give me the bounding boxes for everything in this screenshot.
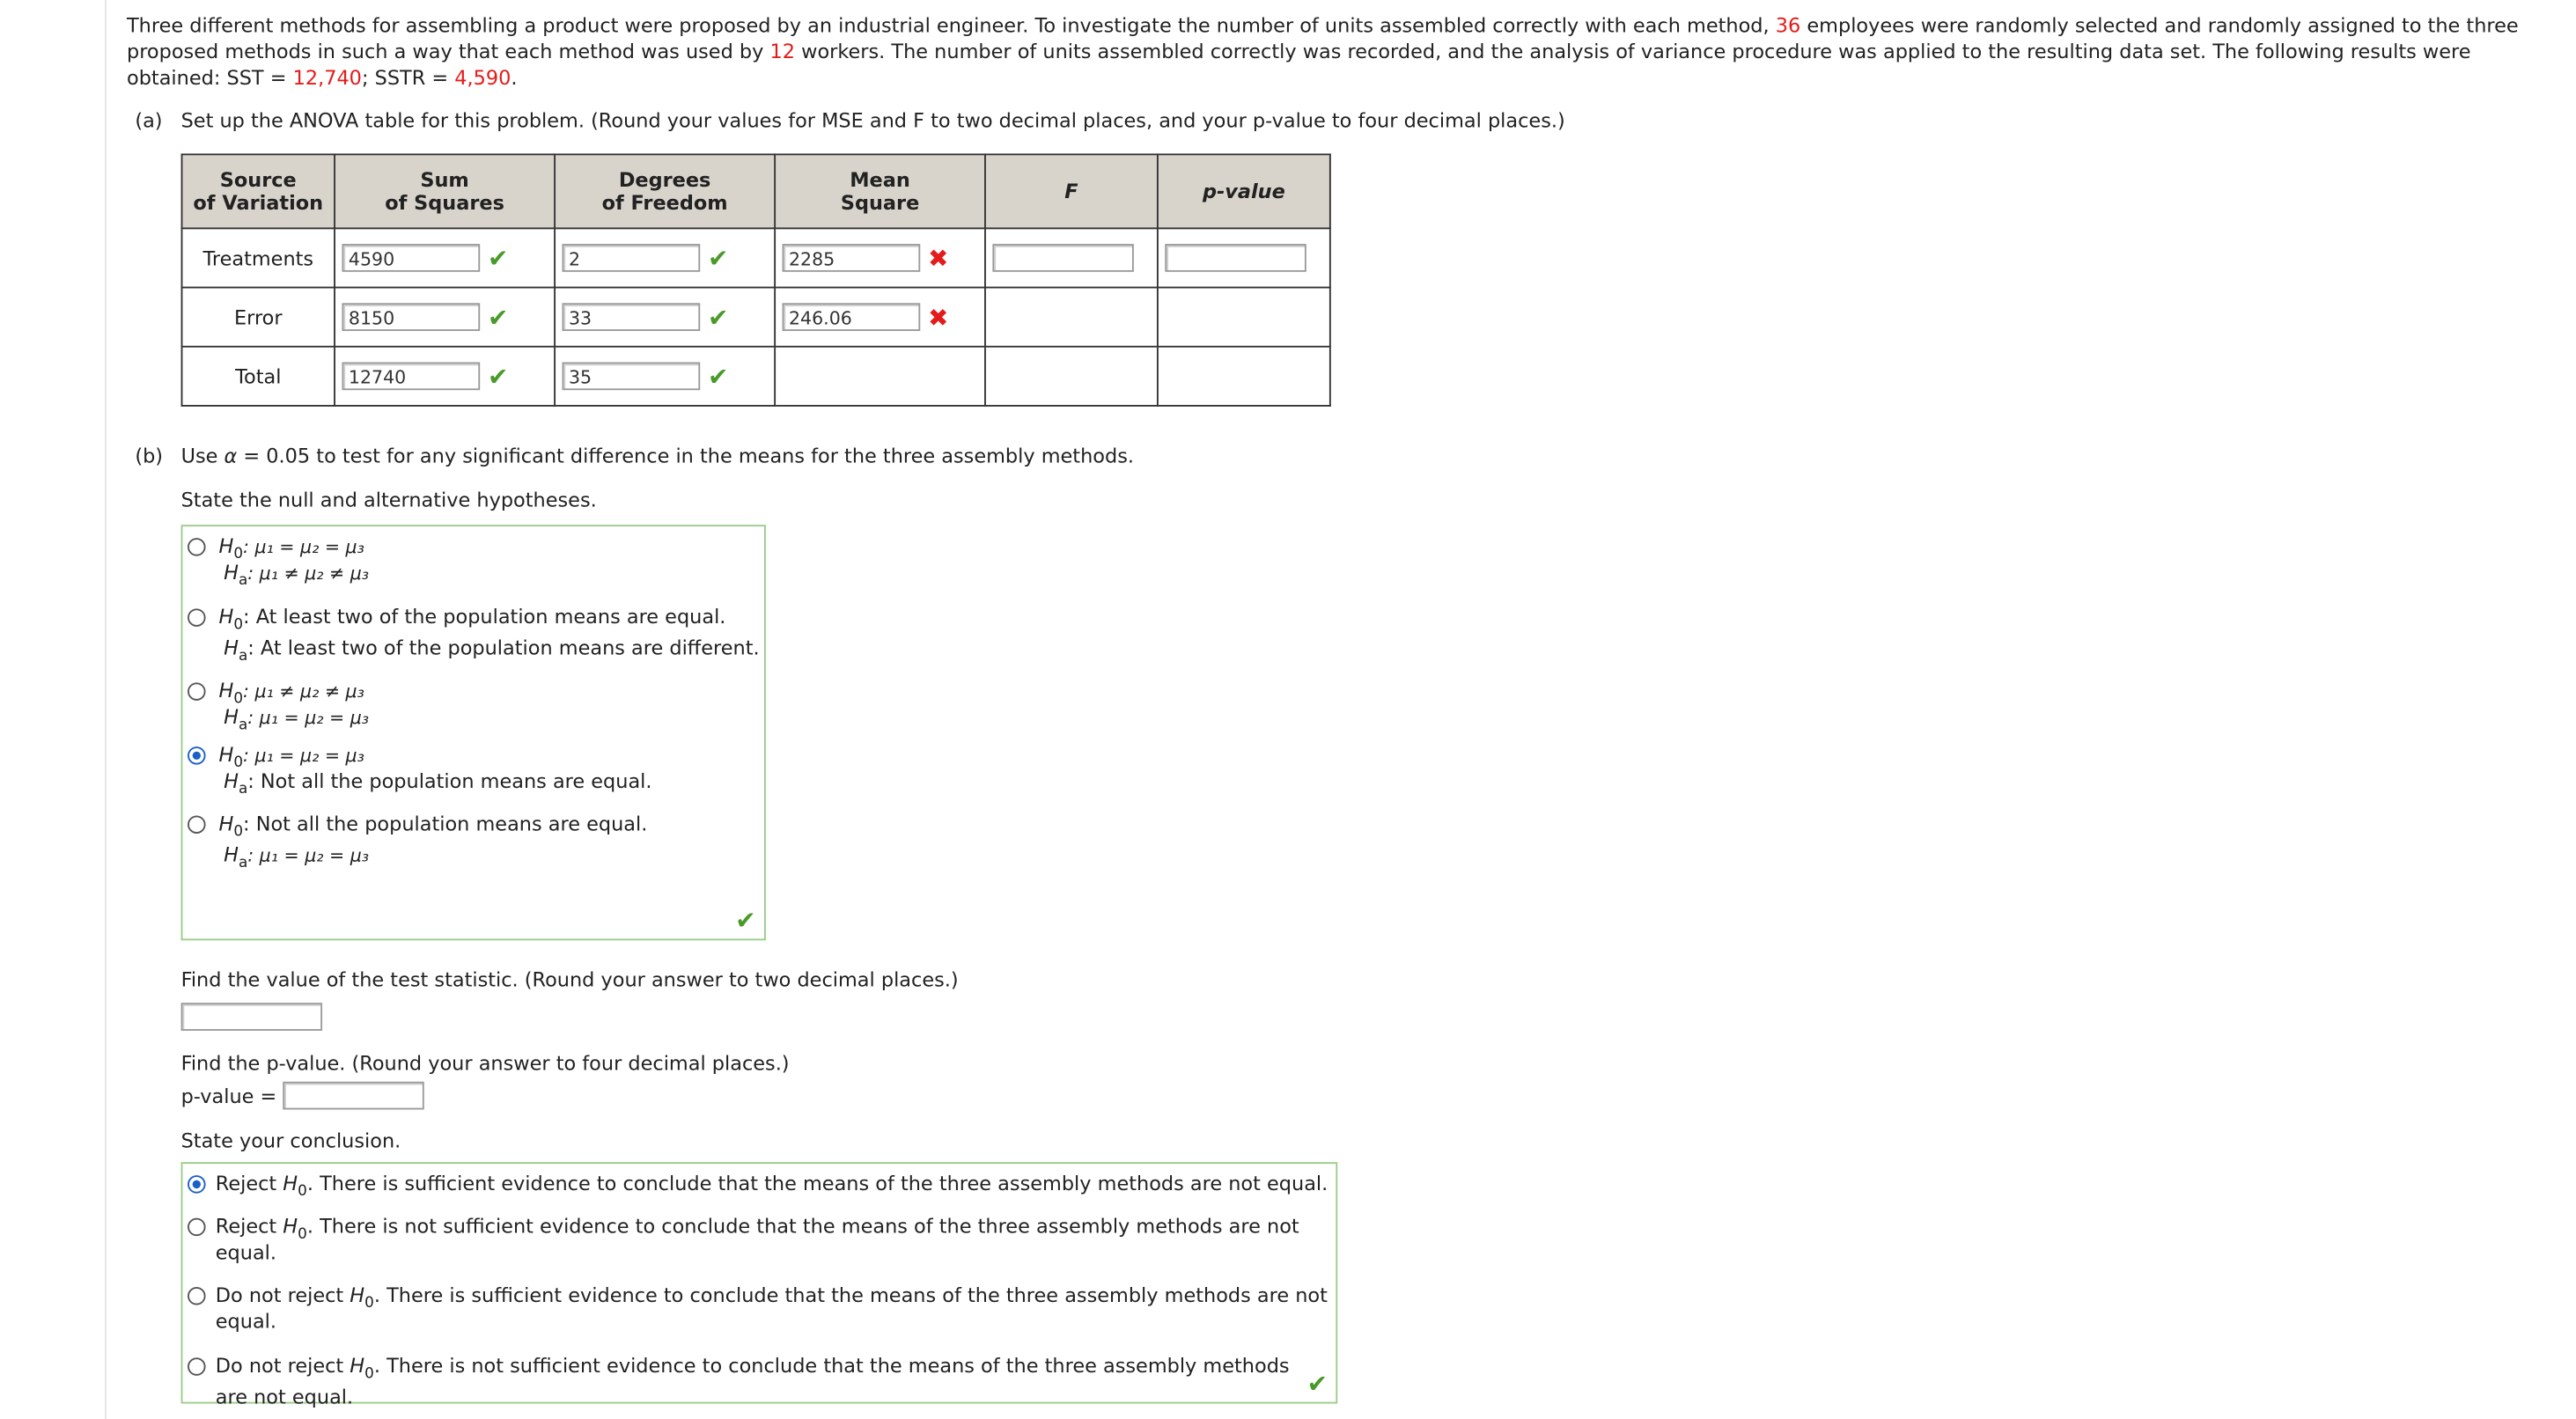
- f-total-empty-cell: [985, 347, 1158, 406]
- ss-error-input[interactable]: 8150: [342, 303, 480, 331]
- part-b-label: (b): [135, 444, 164, 467]
- test-statistic-input[interactable]: [181, 1003, 322, 1031]
- header-f: F: [985, 154, 1158, 228]
- anova-header-row: [182, 154, 1330, 228]
- header-source: Source of Variation: [182, 154, 335, 228]
- df-total-input[interactable]: 35: [562, 362, 700, 390]
- conclusion-option-3[interactable]: Do not reject $H_0$. There is sufficient evidence to conclude that the means of the three assembly methods are not equal.: [182, 1282, 1336, 1334]
- source-total: Total: [182, 347, 335, 406]
- radio-button[interactable]: [188, 682, 206, 701]
- row-total: [182, 347, 1330, 406]
- conclusion-prompt: State your conclusion.: [180, 1129, 401, 1153]
- row-error: [182, 288, 1330, 347]
- part-a-instructions: Set up the ANOVA table for this problem. (Round your values for MSE and F to two decimal places, and your p-value to four decimal places.): [180, 109, 1565, 133]
- conclusion-option-4[interactable]: Do not reject $H_0$. There is not sufficient evidence to conclude that the means of the three assembly methods are not equal.: [182, 1351, 1299, 1414]
- source-treatments: Treatments: [182, 228, 335, 287]
- radio-button[interactable]: [188, 1218, 206, 1237]
- radio-button[interactable]: [188, 815, 206, 834]
- part-a-label: (a): [135, 109, 163, 133]
- header-p-value: p-value: [1158, 154, 1330, 228]
- ss-total-input[interactable]: 12740: [342, 362, 480, 390]
- row-treatments: [182, 228, 1330, 287]
- test-statistic-prompt: Find the value of the test statistic. (Round your answer to two decimal places.): [180, 968, 959, 992]
- radio-button[interactable]: [188, 608, 206, 627]
- p-value-treatments-input[interactable]: [1165, 244, 1306, 272]
- df-error-input[interactable]: 33: [562, 303, 700, 331]
- check-icon: ✔: [487, 361, 509, 392]
- check-icon: ✔: [1306, 1369, 1328, 1399]
- hypothesis-option-1[interactable]: $H_0$: μ₁ = μ₂ = μ₃ $H_a$: μ₁ ≠ μ₂ ≠ μ₃: [182, 533, 764, 586]
- conclusion-option-2[interactable]: Reject $H_0$. There is not sufficient evidence to conclude that the means of the three assembly methods are not equal.: [182, 1213, 1336, 1266]
- left-margin-rule: [105, 0, 107, 1419]
- check-icon: ✔: [708, 302, 729, 332]
- workers-count: 12: [769, 40, 796, 63]
- p-total-empty-cell: [1158, 347, 1330, 406]
- radio-button[interactable]: [188, 538, 206, 556]
- check-icon: ✔: [735, 906, 756, 936]
- check-icon: ✔: [487, 243, 509, 273]
- radio-button-selected[interactable]: [188, 1175, 206, 1194]
- hypotheses-answer-box: [181, 525, 766, 940]
- p-value-prompt: Find the p-value. (Round your answer to four decimal places.): [180, 1052, 790, 1076]
- df-treatments-input[interactable]: 2: [562, 244, 700, 272]
- header-sum-of-squares: Sum of Squares: [335, 154, 555, 228]
- radio-button[interactable]: [188, 1357, 206, 1376]
- ms-total-empty-cell: [775, 347, 985, 406]
- cross-icon: ✖: [928, 243, 949, 273]
- radio-button-selected[interactable]: [188, 746, 206, 765]
- check-icon: ✔: [708, 361, 729, 392]
- p-value-label: p-value =: [180, 1084, 277, 1107]
- hypothesis-option-3[interactable]: $H_0$: μ₁ ≠ μ₂ ≠ μ₃ $H_a$: μ₁ = μ₂ = μ₃: [182, 678, 764, 731]
- ms-error-input[interactable]: 246.06: [783, 303, 921, 331]
- ss-treatments-input[interactable]: 4590: [342, 244, 480, 272]
- check-icon: ✔: [487, 302, 509, 332]
- hypothesis-option-2[interactable]: $H_0$: At least two of the population means are equal. $H_a$: At least two of the population means are different.: [182, 604, 764, 661]
- hypothesis-option-4[interactable]: $H_0$: μ₁ = μ₂ = μ₃ $H_a$: Not all the population means are equal.: [182, 742, 764, 795]
- cross-icon: ✖: [928, 302, 949, 332]
- p-error-empty-cell: [1158, 288, 1330, 347]
- conclusion-answer-box: [181, 1162, 1338, 1409]
- f-treatments-input[interactable]: [992, 244, 1133, 272]
- ms-treatments-input[interactable]: 2285: [783, 244, 921, 272]
- hypothesis-option-5[interactable]: $H_0$: Not all the population means are equal. $H_a$: μ₁ = μ₂ = μ₃: [182, 811, 764, 868]
- header-degrees-of-freedom: Degrees of Freedom: [555, 154, 775, 228]
- header-mean-square: Mean Square: [775, 154, 985, 228]
- source-error: Error: [182, 288, 335, 347]
- check-icon: ✔: [708, 243, 729, 273]
- p-value-row: [181, 1082, 2576, 1110]
- p-value-input[interactable]: [283, 1082, 424, 1110]
- problem-intro: Three different methods for assembling a product were proposed by an industrial engineer. To investigate the number of units assembled correctly with each method, 36 employees were randomly selected and randomly assigned to the three proposed methods in such a way that each method was used by 12 workers. The number of units assembled correctly was recorded, and the analysis of variance procedure was applied to the resulting data set. The following results were obtained: SST = 12,740; SSTR = 4,590.: [127, 13, 2519, 90]
- part-a: [127, 107, 2576, 407]
- radio-button[interactable]: [188, 1287, 206, 1305]
- sstr-value: 4,590: [454, 66, 512, 90]
- employees-count: 36: [1775, 13, 1801, 37]
- anova-table: [181, 153, 1331, 406]
- conclusion-option-1[interactable]: Reject $H_0$. There is sufficient evidence to conclude that the means of the three assembly methods are not equal.: [182, 1171, 1336, 1197]
- f-error-empty-cell: [985, 288, 1158, 347]
- part-b: [127, 443, 2576, 1409]
- hypotheses-prompt: State the null and alternative hypotheses.: [180, 489, 597, 512]
- part-b-instructions: Use α = 0.05 to test for any significant difference in the means for the three assembly methods.: [180, 444, 1134, 467]
- sst-value: 12,740: [292, 66, 362, 90]
- question-content: [127, 12, 2576, 1409]
